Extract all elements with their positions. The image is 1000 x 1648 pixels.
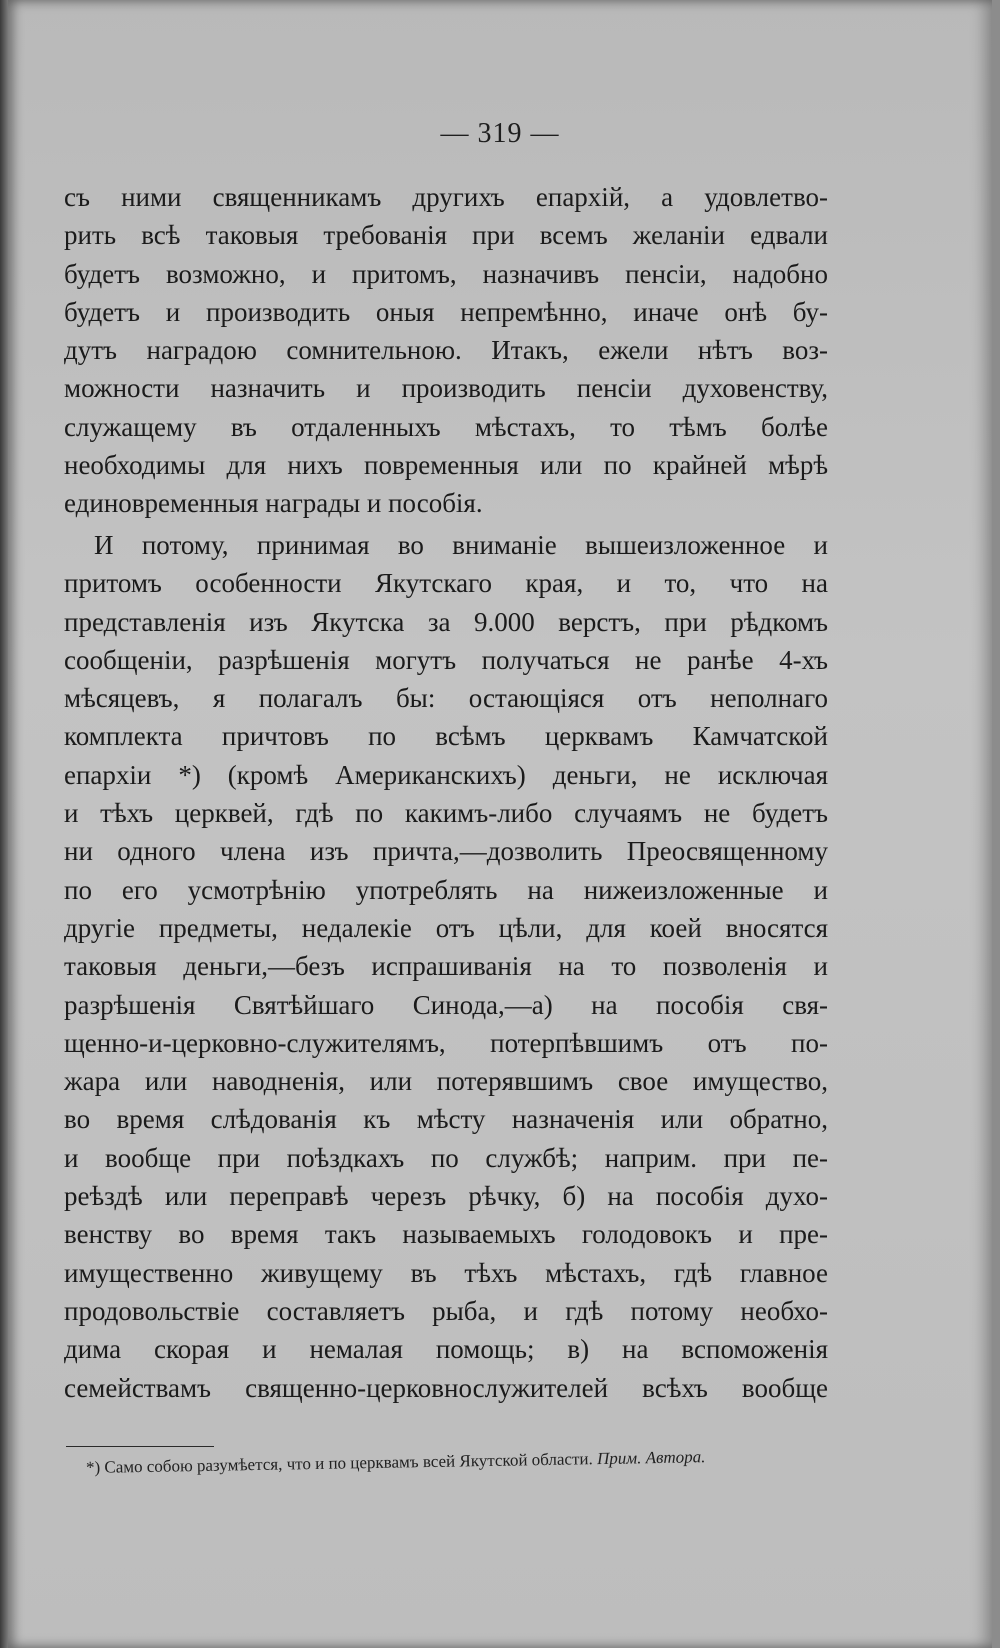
text-line: будетъ возможно, и притомъ, назначивъ пенсіи, надобно: [64, 258, 828, 289]
text-line: щенно-и-церковно-служителямъ, потерпѣвшимъ отъ по-: [64, 1027, 828, 1058]
text-line: по его усмотрѣнію употреблять на нижеизложенные и: [64, 874, 828, 905]
text-line: жара или наводненія, или потерявшимъ свое имущество,: [64, 1066, 828, 1097]
page-number: — 319 —: [440, 118, 560, 149]
footnote-attribution: Прим. Автора.: [596, 1447, 706, 1469]
body-text-block-1: [64, 178, 828, 523]
text-line: необходимы для нихъ повременныя или по крайней мѣрѣ: [64, 450, 828, 481]
text-line: продовольствіе составляетъ рыба, и гдѣ потому необхо-: [64, 1295, 828, 1326]
text-line: единовременныя награды и пособія.: [64, 488, 483, 519]
text-line: имущественно живущему въ тѣхъ мѣстахъ, гдѣ главное: [64, 1257, 828, 1288]
text-line: епархіи *) (кромѣ Американскихъ) деньги, не исключая: [64, 759, 828, 790]
text-line: притомъ особенности Якутскаго края, и то, что на: [64, 568, 828, 599]
footnote-text: *) Само собою разумѣется, что и по церквамъ всей Якутской области.: [85, 1449, 593, 1477]
text-line: и вообще при поѣздкахъ по службѣ; наприм. при пе-: [64, 1142, 828, 1173]
text-line: таковыя деньги,—безъ испрашиванія на то позволенія и: [64, 951, 828, 982]
text-line: дутъ наградою сомнительною. Итакъ, ежели нѣтъ воз-: [64, 335, 828, 366]
text-line: другіе предметы, недалекіе отъ цѣли, для коей вносятся: [64, 912, 828, 943]
text-line: семействамъ священно-церковнослужителей всѣхъ вообще: [64, 1372, 828, 1403]
text-line: сообщеніи, разрѣшенія могутъ получаться не ранѣе 4-хъ: [64, 644, 828, 675]
body-text-block-2: [64, 526, 828, 1407]
text-line: и тѣхъ церквей, гдѣ по какимъ-либо случаямъ не будетъ: [64, 798, 828, 829]
text-line: съ ними священникамъ другихъ епархій, а удовлетво-: [64, 182, 828, 212]
book-gutter-edge: [0, 0, 8, 1648]
text-line: рить всѣ таковыя требованія при всемъ желаніи едвали: [64, 220, 828, 251]
text-line: разрѣшенія Святѣйшаго Синода,—а) на пособія свя-: [64, 989, 828, 1020]
text-line: во время слѣдованія къ мѣсту назначенія или обратно,: [64, 1104, 828, 1135]
text-line: дима скорая и немалая помощь; в) на вспоможенія: [64, 1334, 828, 1365]
text-line: комплекта причтовъ по всѣмъ церквамъ Камчатской: [64, 721, 828, 752]
text-line: венству во время такъ называемыхъ голодовокъ и пре-: [64, 1219, 828, 1250]
text-line: можности назначить и производить пенсіи духовенству,: [64, 373, 828, 404]
text-line: представленія изъ Якутска за 9.000 верстъ, при рѣдкомъ: [64, 606, 828, 637]
text-line: реѣздѣ или переправѣ черезъ рѣчку, б) на пособія духо-: [64, 1181, 828, 1212]
text-line: служащему въ отдаленныхъ мѣстахъ, то тѣмъ болѣе: [64, 411, 828, 442]
text-line: ни одного члена изъ причта,—дозволить Преосвященному: [64, 836, 828, 867]
text-line: будетъ и производить оныя непремѣнно, иначе онѣ бу-: [64, 296, 828, 327]
text-line: мѣсяцевъ, я полагалъ бы: остающіяся отъ неполнаго: [64, 683, 828, 714]
footnote-divider: [66, 1446, 214, 1447]
text-line: И потому, принимая во вниманіе вышеизложенное и: [94, 530, 828, 560]
